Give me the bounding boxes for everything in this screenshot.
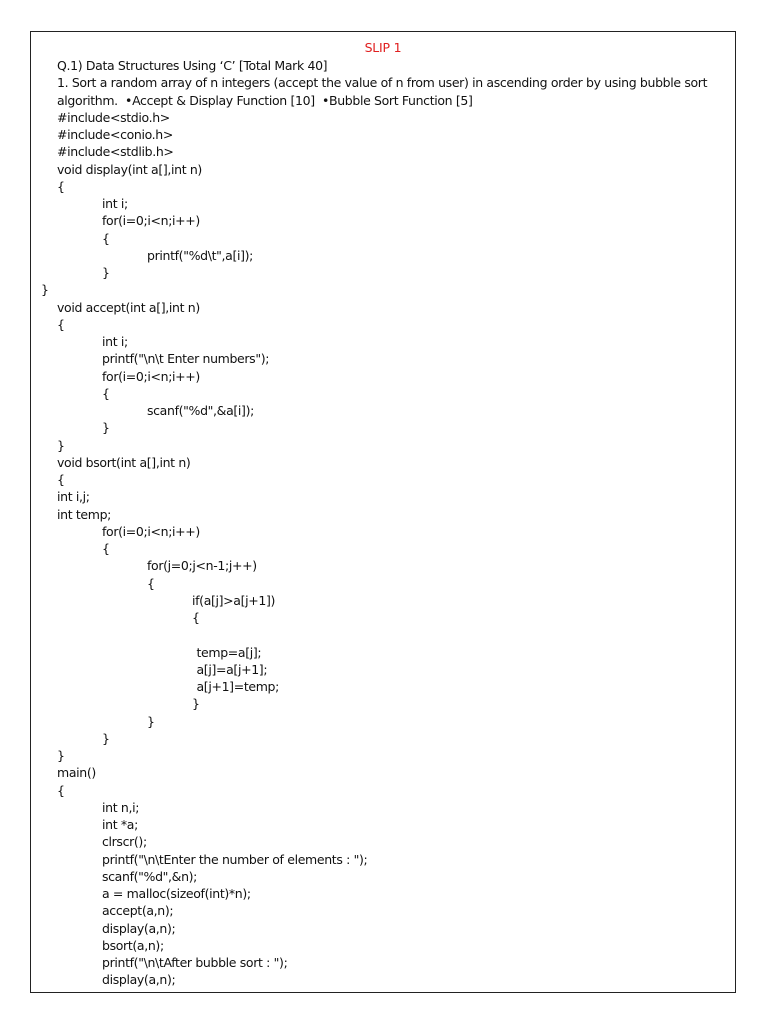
code-line: clrscr();	[102, 834, 147, 850]
code-line: }	[57, 437, 65, 453]
page-frame	[30, 31, 736, 993]
code-line: for(i=0;i<n;i++)	[102, 368, 200, 384]
code-line: void accept(int a[],int n)	[57, 299, 200, 315]
code-line: int *a;	[102, 817, 138, 832]
code-line: for(i=0;i<n;i++)	[102, 213, 200, 229]
code-line: printf("%d\t",a[i]);	[147, 247, 254, 263]
code-line: }	[41, 282, 49, 298]
code-line: int temp;	[57, 506, 112, 522]
code-line: a[j]=a[j+1];	[196, 661, 268, 677]
code-line: display(a,n);	[102, 920, 176, 936]
code-line: {	[57, 178, 65, 194]
code-line: int n,i;	[102, 799, 140, 815]
code-line: void display(int a[],int n)	[57, 161, 202, 177]
code-line: }	[102, 730, 110, 746]
code-line: Q.1) Data Structures Using ‘C’ [Total Mark 40]	[57, 58, 328, 73]
code-line: algorithm. •Accept & Display Function [10] •Bubble Sort Function [5]	[57, 92, 473, 108]
code-line: {	[57, 782, 65, 798]
code-line: }	[57, 748, 65, 763]
code-line: scanf("%d",&a[i]);	[147, 403, 254, 418]
code-line: }	[192, 696, 200, 712]
code-line: int i;	[102, 196, 128, 211]
code-line: a = malloc(sizeof(int)*n);	[102, 886, 251, 901]
slip-title: SLIP 1	[364, 40, 402, 55]
code-line: a[j+1]=temp;	[196, 679, 280, 694]
code-line: {	[57, 472, 65, 487]
code-line: int i,j;	[57, 489, 90, 505]
code-line: printf("\n\t Enter numbers");	[102, 351, 270, 367]
code-line: for(j=0;j<n-1;j++)	[147, 558, 257, 574]
code-line: }	[102, 265, 110, 280]
code-line: {	[57, 316, 65, 332]
code-line: bsort(a,n);	[102, 937, 164, 953]
code-line: printf("\n\tAfter bubble sort : ");	[102, 955, 288, 970]
code-line: if(a[j]>a[j+1])	[192, 592, 276, 608]
code-line: {	[102, 541, 110, 556]
code-line: #include<conio.h>	[57, 127, 173, 142]
code-line: printf("\n\tEnter the number of elements : ");	[102, 851, 368, 867]
code-line: display(a,n);	[102, 972, 176, 988]
code-line: {	[147, 575, 155, 591]
code-line: void bsort(int a[],int n)	[57, 454, 191, 470]
code-line: main()	[57, 765, 96, 781]
code-line: 1. Sort a random array of n integers (accept the value of n from user) in ascending order by using bubble sort	[57, 75, 708, 91]
code-line: {	[102, 385, 110, 401]
code-line: scanf("%d",&n);	[102, 868, 198, 884]
code-line: }	[147, 713, 155, 729]
code-line: accept(a,n);	[102, 903, 174, 919]
code-line: #include<stdio.h>	[57, 109, 170, 125]
code-line: }	[102, 420, 110, 436]
code-line: #include<stdlib.h>	[57, 144, 174, 160]
code-line: temp=a[j];	[196, 644, 262, 660]
code-line: {	[192, 610, 200, 625]
code-line: for(i=0;i<n;i++)	[102, 523, 200, 539]
code-line: int i;	[102, 334, 128, 349]
code-line: {	[102, 230, 110, 246]
